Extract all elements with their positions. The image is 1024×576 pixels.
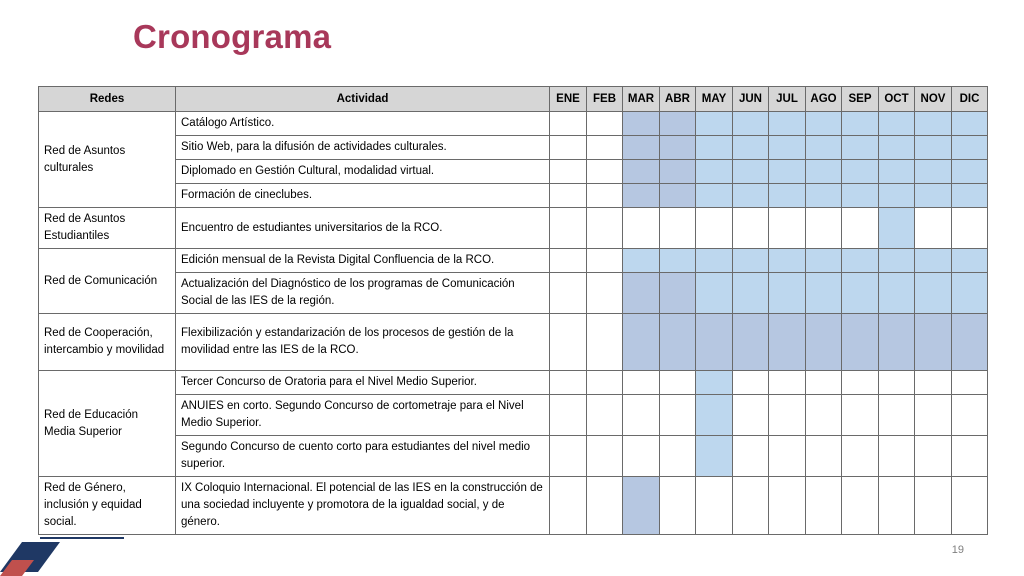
page-title: Cronograma [133, 18, 332, 55]
month-cell-sep [842, 436, 879, 477]
month-cell-feb [587, 249, 623, 273]
header-month: DIC [952, 87, 988, 112]
month-cell-ene [550, 273, 587, 314]
month-cell-may [696, 436, 733, 477]
month-cell-jul [769, 436, 806, 477]
activity-cell: ANUIES en corto. Segundo Concurso de cortometraje para el Nivel Medio Superior. [176, 395, 550, 436]
month-cell-jul [769, 371, 806, 395]
month-cell-mar [623, 436, 660, 477]
red-cell: Red de Asuntos culturales [39, 112, 176, 208]
month-cell-abr [660, 136, 696, 160]
month-cell-dic [952, 395, 988, 436]
header-month: JUL [769, 87, 806, 112]
table-row [39, 371, 988, 395]
red-cell: Red de Educación Media Superior [39, 371, 176, 477]
month-cell-jul [769, 136, 806, 160]
month-cell-sep [842, 314, 879, 371]
month-cell-abr [660, 273, 696, 314]
month-cell-feb [587, 395, 623, 436]
month-cell-dic [952, 436, 988, 477]
month-cell-sep [842, 477, 879, 535]
month-cell-oct [879, 249, 915, 273]
month-cell-ene [550, 477, 587, 535]
header-month: NOV [915, 87, 952, 112]
header-month: JUN [733, 87, 769, 112]
month-cell-jul [769, 208, 806, 249]
month-cell-may [696, 208, 733, 249]
month-cell-ago [806, 112, 842, 136]
month-cell-may [696, 273, 733, 314]
month-cell-ago [806, 273, 842, 314]
month-cell-jul [769, 249, 806, 273]
month-cell-jun [733, 314, 769, 371]
month-cell-oct [879, 371, 915, 395]
activity-cell: Actualización del Diagnóstico de los programas de Comunicación Social de las IES de la región. [176, 273, 550, 314]
month-cell-oct [879, 184, 915, 208]
month-cell-jun [733, 273, 769, 314]
month-cell-nov [915, 371, 952, 395]
table-row [39, 436, 988, 477]
month-cell-jul [769, 184, 806, 208]
activity-cell: Formación de cineclubes. [176, 184, 550, 208]
corner-decoration [0, 536, 130, 576]
month-cell-sep [842, 136, 879, 160]
month-cell-abr [660, 436, 696, 477]
month-cell-jun [733, 436, 769, 477]
month-cell-jun [733, 395, 769, 436]
month-cell-abr [660, 395, 696, 436]
month-cell-dic [952, 273, 988, 314]
month-cell-dic [952, 208, 988, 249]
month-cell-ene [550, 314, 587, 371]
month-cell-sep [842, 160, 879, 184]
month-cell-may [696, 477, 733, 535]
month-cell-ago [806, 249, 842, 273]
month-cell-feb [587, 208, 623, 249]
header-redes: Redes [39, 87, 176, 112]
month-cell-mar [623, 371, 660, 395]
month-cell-nov [915, 160, 952, 184]
table-row [39, 273, 988, 314]
month-cell-jun [733, 477, 769, 535]
header-month: OCT [879, 87, 915, 112]
month-cell-ago [806, 436, 842, 477]
month-cell-oct [879, 436, 915, 477]
month-cell-feb [587, 436, 623, 477]
month-cell-sep [842, 371, 879, 395]
month-cell-nov [915, 273, 952, 314]
activity-cell: Segundo Concurso de cuento corto para estudiantes del nivel medio superior. [176, 436, 550, 477]
page-number: 19 [951, 544, 964, 556]
month-cell-jul [769, 477, 806, 535]
table-row [39, 249, 988, 273]
month-cell-feb [587, 112, 623, 136]
month-cell-dic [952, 314, 988, 371]
month-cell-nov [915, 136, 952, 160]
month-cell-dic [952, 160, 988, 184]
month-cell-feb [587, 273, 623, 314]
month-cell-feb [587, 136, 623, 160]
month-cell-jun [733, 160, 769, 184]
month-cell-oct [879, 136, 915, 160]
month-cell-dic [952, 112, 988, 136]
red-cell: Red de Comunicación [39, 249, 176, 314]
month-cell-ene [550, 160, 587, 184]
month-cell-mar [623, 477, 660, 535]
month-cell-ago [806, 208, 842, 249]
month-cell-mar [623, 136, 660, 160]
month-cell-nov [915, 184, 952, 208]
table-row [39, 208, 988, 249]
month-cell-ago [806, 184, 842, 208]
month-cell-oct [879, 160, 915, 184]
month-cell-feb [587, 371, 623, 395]
table-row [39, 477, 988, 535]
month-cell-sep [842, 184, 879, 208]
header-month: ABR [660, 87, 696, 112]
month-cell-nov [915, 112, 952, 136]
month-cell-mar [623, 160, 660, 184]
activity-cell: Tercer Concurso de Oratoria para el Nivel Medio Superior. [176, 371, 550, 395]
month-cell-nov [915, 436, 952, 477]
month-cell-ene [550, 371, 587, 395]
header-actividad: Actividad [176, 87, 550, 112]
month-cell-jun [733, 208, 769, 249]
month-cell-mar [623, 314, 660, 371]
month-cell-ago [806, 477, 842, 535]
month-cell-abr [660, 314, 696, 371]
month-cell-mar [623, 249, 660, 273]
header-month: AGO [806, 87, 842, 112]
month-cell-ene [550, 249, 587, 273]
red-cell: Red de Cooperación, intercambio y movilidad [39, 314, 176, 371]
month-cell-sep [842, 208, 879, 249]
month-cell-abr [660, 184, 696, 208]
month-cell-jul [769, 395, 806, 436]
month-cell-dic [952, 184, 988, 208]
month-cell-sep [842, 112, 879, 136]
month-cell-abr [660, 477, 696, 535]
month-cell-ene [550, 184, 587, 208]
header-month: MAR [623, 87, 660, 112]
month-cell-ago [806, 371, 842, 395]
month-cell-ago [806, 314, 842, 371]
month-cell-ene [550, 208, 587, 249]
month-cell-may [696, 371, 733, 395]
activity-cell: Encuentro de estudiantes universitarios de la RCO. [176, 208, 550, 249]
month-cell-mar [623, 184, 660, 208]
month-cell-dic [952, 477, 988, 535]
month-cell-nov [915, 208, 952, 249]
month-cell-jun [733, 136, 769, 160]
header-row [39, 87, 988, 112]
month-cell-jul [769, 314, 806, 371]
month-cell-may [696, 314, 733, 371]
table-row [39, 314, 988, 371]
month-cell-abr [660, 249, 696, 273]
month-cell-may [696, 395, 733, 436]
month-cell-oct [879, 395, 915, 436]
schedule-table [38, 86, 988, 535]
month-cell-sep [842, 273, 879, 314]
month-cell-feb [587, 184, 623, 208]
activity-cell: Diplomado en Gestión Cultural, modalidad virtual. [176, 160, 550, 184]
month-cell-mar [623, 112, 660, 136]
month-cell-ago [806, 395, 842, 436]
month-cell-may [696, 249, 733, 273]
month-cell-mar [623, 208, 660, 249]
month-cell-jul [769, 273, 806, 314]
month-cell-jun [733, 112, 769, 136]
activity-cell: Sitio Web, para la difusión de actividades culturales. [176, 136, 550, 160]
month-cell-ene [550, 136, 587, 160]
table-row [39, 395, 988, 436]
month-cell-abr [660, 112, 696, 136]
month-cell-jun [733, 184, 769, 208]
month-cell-oct [879, 273, 915, 314]
header-month: SEP [842, 87, 879, 112]
month-cell-sep [842, 249, 879, 273]
month-cell-nov [915, 395, 952, 436]
month-cell-oct [879, 112, 915, 136]
month-cell-nov [915, 477, 952, 535]
table-row [39, 184, 988, 208]
month-cell-dic [952, 136, 988, 160]
table-row [39, 112, 988, 136]
month-cell-may [696, 112, 733, 136]
month-cell-ene [550, 112, 587, 136]
month-cell-dic [952, 249, 988, 273]
activity-cell: Edición mensual de la Revista Digital Confluencia de la RCO. [176, 249, 550, 273]
month-cell-feb [587, 314, 623, 371]
month-cell-ene [550, 436, 587, 477]
month-cell-oct [879, 208, 915, 249]
month-cell-feb [587, 160, 623, 184]
month-cell-sep [842, 395, 879, 436]
month-cell-abr [660, 371, 696, 395]
month-cell-mar [623, 273, 660, 314]
month-cell-feb [587, 477, 623, 535]
month-cell-nov [915, 314, 952, 371]
month-cell-oct [879, 477, 915, 535]
header-month: ENE [550, 87, 587, 112]
activity-cell: IX Coloquio Internacional. El potencial de las IES en la construcción de una sociedad incluyente y promotora de la igualdad social, y de género. [176, 477, 550, 535]
month-cell-jul [769, 112, 806, 136]
month-cell-ago [806, 160, 842, 184]
month-cell-jun [733, 371, 769, 395]
table-row [39, 160, 988, 184]
month-cell-may [696, 184, 733, 208]
month-cell-dic [952, 371, 988, 395]
month-cell-ago [806, 136, 842, 160]
activity-cell: Catálogo Artístico. [176, 112, 550, 136]
month-cell-jul [769, 160, 806, 184]
red-cell: Red de Asuntos Estudiantiles [39, 208, 176, 249]
red-cell: Red de Género, inclusión y equidad social. [39, 477, 176, 535]
month-cell-jun [733, 249, 769, 273]
month-cell-abr [660, 208, 696, 249]
month-cell-may [696, 136, 733, 160]
activity-cell: Flexibilización y estandarización de los procesos de gestión de la movilidad entre las IES de la RCO. [176, 314, 550, 371]
table-row [39, 136, 988, 160]
month-cell-abr [660, 160, 696, 184]
header-month: MAY [696, 87, 733, 112]
month-cell-ene [550, 395, 587, 436]
header-month: FEB [587, 87, 623, 112]
month-cell-may [696, 160, 733, 184]
month-cell-oct [879, 314, 915, 371]
schedule-body [39, 112, 988, 535]
month-cell-mar [623, 395, 660, 436]
month-cell-nov [915, 249, 952, 273]
